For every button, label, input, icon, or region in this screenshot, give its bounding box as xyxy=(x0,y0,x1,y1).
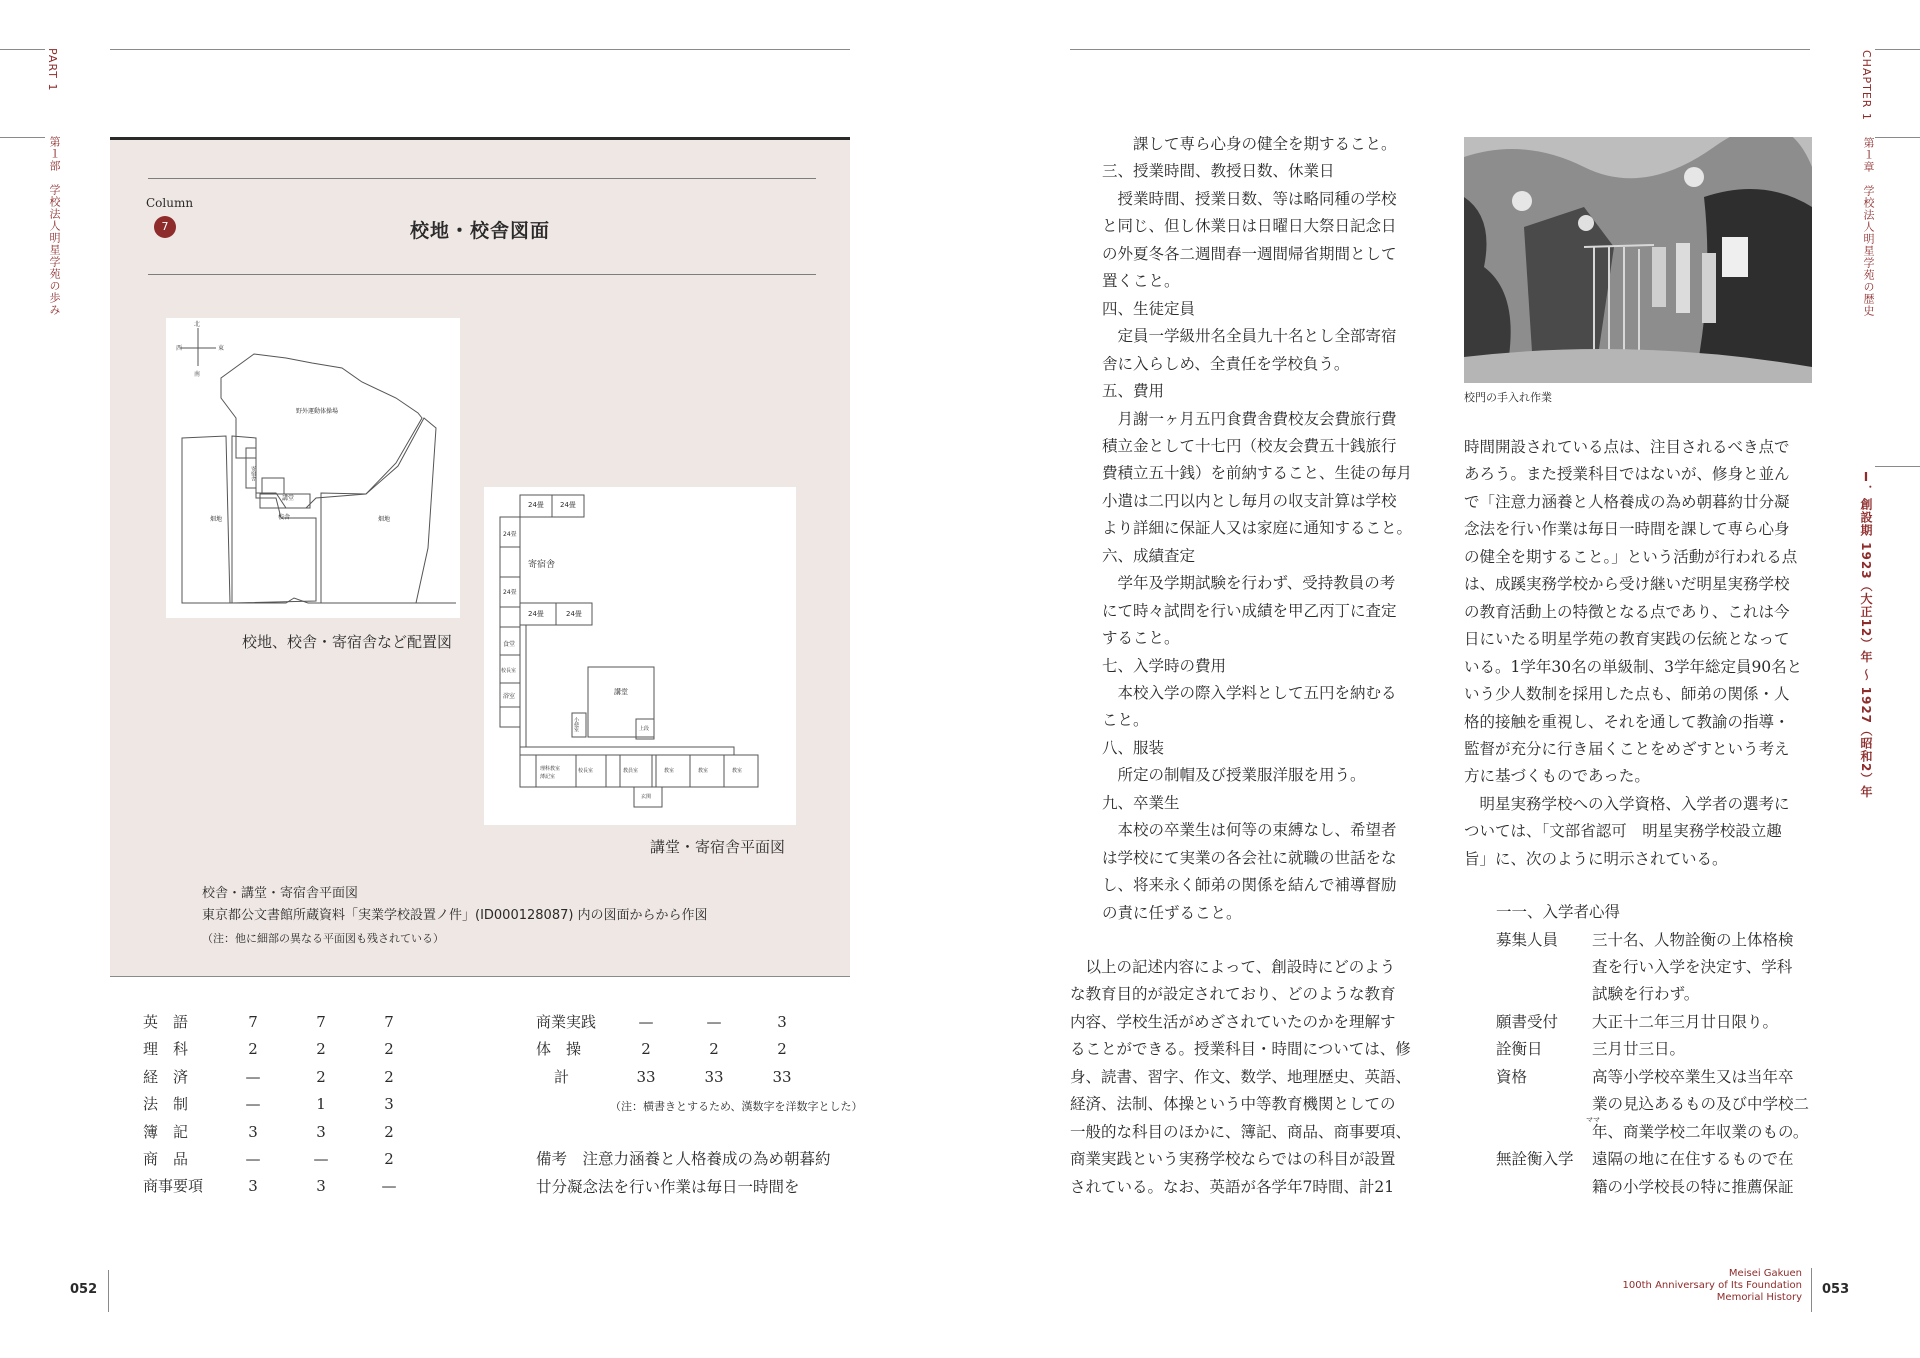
site-label-dorm: 寄宿舎 xyxy=(250,466,256,481)
table-hours-y3: 2 xyxy=(384,1040,394,1059)
table-row xyxy=(143,1173,443,1200)
table-subject: 英 語 xyxy=(143,1013,189,1031)
middle-column-paragraph-line: 内容、学校生活がめざされていたのかを理解す xyxy=(1070,1012,1396,1031)
admission-detail-line: 高等小学校卒業生又は当年卒 xyxy=(1592,1067,1794,1086)
hall-label-teachers: 教員室 xyxy=(623,768,639,774)
hall-plan-drawing xyxy=(484,487,796,825)
middle-column-paragraph-line: されている。なお、英語が各学年7時間、計21 xyxy=(1070,1177,1395,1196)
middle-column-line: 所定の制帽及び授業服洋服を用う。 xyxy=(1102,766,1366,785)
table-hours-y2: 3 xyxy=(316,1122,326,1141)
table-hours-y1: 3 xyxy=(248,1177,258,1196)
table-hours-y2: 7 xyxy=(316,1013,326,1031)
middle-column-line: 定員一学級卅名全員九十名とし全部寄宿 xyxy=(1102,327,1397,346)
hall-label-entrance: 玄関 xyxy=(641,794,652,800)
table-hours-y2: — xyxy=(313,1150,329,1168)
table-row xyxy=(143,1036,443,1063)
svg-text:南: 南 xyxy=(194,371,201,378)
hall-label-storage: 薄記室 xyxy=(540,774,556,780)
header-rule-right xyxy=(1070,49,1810,50)
hall-label-dorm: 寄宿舎 xyxy=(528,560,556,570)
middle-column-paragraph-line: 以上の記述内容によって、創設時にどのよう xyxy=(1070,958,1396,976)
hall-label-principal: 校長室 xyxy=(501,668,517,674)
table-subject: 計 xyxy=(554,1067,570,1086)
admission-term: 無詮衡入学 xyxy=(1496,1150,1574,1169)
caption-hall-plan: 講堂・寄宿舎平面図 xyxy=(650,838,786,856)
table-hours-y3: — xyxy=(381,1177,397,1196)
right-column-line: 格的接触を重視し、それを通して教諭の指導・ xyxy=(1464,712,1790,731)
middle-column-line: 九、卒業生 xyxy=(1102,793,1180,812)
middle-column-line: は学校にて実業の各会社に就職の世話をな xyxy=(1102,848,1397,867)
middle-column-line: 本校入学の際入学料として五円を納むる xyxy=(1102,684,1397,702)
footer-bar-left xyxy=(108,1270,109,1312)
admission-detail-line: 三月廿三日。 xyxy=(1592,1040,1686,1059)
middle-column-paragraph-line: 身、読書、習字、作文、数学、地理歴史、英語、 xyxy=(1070,1067,1412,1086)
right-margin-rule-top xyxy=(1875,49,1920,50)
middle-column-line: 課して専ら心身の健全を期すること。 xyxy=(1102,135,1397,153)
middle-column-line: し、将来永く師弟の関係を結んで補導督励 xyxy=(1102,876,1397,895)
table-subject: 簿 記 xyxy=(143,1122,189,1141)
admission-heading: 一一、入学者心得 xyxy=(1496,903,1621,921)
right-margin-rule xyxy=(1875,137,1920,138)
right-column-line: 日にいたる明星学苑の教育実践の伝統となって xyxy=(1464,630,1790,649)
footer-book-line-2: 100th Anniversary of Its Foundation xyxy=(1622,1280,1802,1291)
middle-column-line: 舎に入らしめ、全責任を学校負う。 xyxy=(1102,354,1350,373)
column-box xyxy=(110,137,850,977)
hall-label-24-4: 24畳 xyxy=(503,589,517,596)
admission-detail-line: 籍の小学校長の特に推薦保証 xyxy=(1592,1177,1794,1196)
admission-term: 資格 xyxy=(1496,1067,1528,1086)
column-source-1: 校舎・講堂・寄宿舎平面図 xyxy=(202,886,359,901)
hall-label-24-2: 24畳 xyxy=(560,501,576,509)
hall-label-small-room: 小使室 xyxy=(573,717,579,732)
column-rule-bottom xyxy=(148,274,816,275)
table-hours-y2: 33 xyxy=(704,1067,724,1086)
table-subject: 法 制 xyxy=(143,1095,189,1114)
table-hours-y1: — xyxy=(245,1150,261,1168)
table-hours-y3: 2 xyxy=(384,1067,394,1086)
middle-column-line: すること。 xyxy=(1102,629,1180,648)
table-subject: 商事要項 xyxy=(143,1177,204,1196)
part-title: 第１部 学校法人明星学苑の歩み xyxy=(48,136,61,316)
table-hours-y3: 3 xyxy=(777,1013,787,1031)
right-column-line: ついては、「文部省認可 明星実務学校設立趣 xyxy=(1464,822,1782,841)
column-source-note: （注：他に細部の異なる平面図も残されている） xyxy=(202,932,444,945)
column-source-2: 東京都公文書館所蔵資料「実業学校設置ノ件」(ID000128087) 内の図面からから作図 xyxy=(202,908,708,923)
header-rule-left xyxy=(110,49,850,50)
middle-column-line: 八、服装 xyxy=(1102,738,1165,757)
table-hours-y2: 1 xyxy=(316,1095,326,1114)
hall-label-dining: 食堂 xyxy=(503,641,516,648)
admission-detail-line: 三十名、人物詮衡の上体格検 xyxy=(1592,930,1794,949)
footer-book-line-1: Meisei Gakuen xyxy=(1728,1268,1802,1279)
right-column-line: は、成蹊実務学校から受け継いだ明星実務学校 xyxy=(1464,575,1790,594)
column-rule-top xyxy=(148,178,816,179)
admission-term: 願書受付 xyxy=(1496,1012,1559,1031)
table-subject: 商 品 xyxy=(143,1150,189,1168)
hall-label-science: 理科教室 xyxy=(540,766,561,772)
ruby-mama: ママ xyxy=(1586,1116,1600,1124)
middle-column-paragraph-line: ることができる。授業科目・時間については、修 xyxy=(1070,1040,1411,1059)
hall-label-24-5: 24畳 xyxy=(528,610,544,618)
part-label: PART 1 xyxy=(46,48,59,92)
site-label-school: 校舎 xyxy=(278,514,291,521)
table-hours-y1: 7 xyxy=(248,1013,258,1031)
table-note: （注：横書きとするため、漢数字を洋数字とした） xyxy=(610,1100,863,1113)
middle-column-line: こと。 xyxy=(1102,711,1149,730)
hall-label-lecture: 講堂 xyxy=(614,688,628,696)
right-column-line: で「注意力涵養と人格養成の為め朝暮約廿分凝 xyxy=(1464,492,1790,511)
site-plan xyxy=(166,318,460,618)
middle-column-line: 授業時間、授業日数、等は略同種の学校 xyxy=(1102,189,1397,208)
school-gate-photo-image xyxy=(1464,137,1812,383)
admission-term: 詮衡日 xyxy=(1496,1040,1543,1059)
table-hours-y3: 2 xyxy=(384,1122,394,1141)
middle-column-line: 七、入学時の費用 xyxy=(1102,656,1227,675)
section-title: Ⅰ．創設期 1923（大正12）年 〜 1927（昭和2）年 xyxy=(1859,470,1873,799)
table-hours-y1: 2 xyxy=(641,1040,651,1059)
admission-detail-line: 試験を行わず。 xyxy=(1592,985,1700,1004)
caption-site-plan: 校地、校舎・寄宿舎など配置図 xyxy=(242,633,453,651)
page-number-right: 053 xyxy=(1822,1282,1850,1297)
middle-column-line: 費積立五十銭）を前納すること、生徒の毎月 xyxy=(1102,464,1413,483)
remarks-line-1: 備考 注意力涵養と人格養成の為め朝暮約 xyxy=(536,1150,831,1168)
middle-column-line: 学年及学期試験を行わず、受持教員の考 xyxy=(1102,574,1396,593)
table-hours-y3: 2 xyxy=(777,1040,787,1059)
table-row xyxy=(143,1119,443,1146)
table-row xyxy=(536,1064,836,1091)
middle-column-line: 本校の卒業生は何等の束縛なし、希望者 xyxy=(1102,821,1397,840)
footer-book-title xyxy=(1560,1268,1802,1304)
table-row xyxy=(536,1009,836,1036)
table-subject: 理 科 xyxy=(143,1040,189,1059)
footer-bar-right xyxy=(1811,1268,1812,1312)
admission-detail-line: 大正十二年三月廿日限り。 xyxy=(1592,1012,1779,1031)
table-row xyxy=(143,1146,443,1173)
middle-column-line: 月謝一ヶ月五円食費舎費校友会費旅行費 xyxy=(1102,409,1397,428)
table-row xyxy=(143,1064,443,1091)
right-column-line: 明星実務学校への入学資格、入学者の選考に xyxy=(1464,794,1790,813)
admission-detail-line: 遠隔の地に在住するもので在 xyxy=(1592,1150,1794,1169)
admission-detail-line: 査を行い入学を決定す、学科 xyxy=(1592,957,1793,976)
middle-column-paragraph-line: な教育目的が設定されており、どのような教育 xyxy=(1070,985,1396,1004)
hall-label-24-6: 24畳 xyxy=(566,610,582,618)
right-column-line: いる。1学年30名の単級制、3学年総定員90名と xyxy=(1464,657,1803,676)
table-hours-y3: 3 xyxy=(384,1095,394,1114)
right-column-line: 時間開設されている点は、注目されるべき点で xyxy=(1464,438,1790,456)
middle-column-paragraph-line: 経済、法制、体操という中等教育機関としての xyxy=(1070,1095,1396,1114)
left-margin-rule-top xyxy=(0,49,45,50)
table-subject: 体 操 xyxy=(536,1040,582,1059)
table-row xyxy=(143,1091,443,1118)
middle-column-line: 置くこと。 xyxy=(1102,272,1180,291)
svg-text:西: 西 xyxy=(176,345,183,352)
right-column-line: の健全を期すること。」という活動が行われる点 xyxy=(1464,547,1798,566)
page-number-left: 052 xyxy=(70,1282,98,1297)
hall-label-24-3: 24畳 xyxy=(503,531,517,538)
hall-plan xyxy=(484,487,796,825)
footer-book-line-3: Memorial History xyxy=(1716,1292,1802,1303)
hall-label-24-1: 24畳 xyxy=(528,501,544,509)
table-hours-y2: 2 xyxy=(316,1040,326,1059)
table-hours-y2: 2 xyxy=(316,1067,326,1086)
table-hours-y1: 3 xyxy=(248,1122,258,1141)
site-label-hall: 講堂 xyxy=(282,495,295,502)
right-column-line: 監督が充分に行き届くことをめざすという考え xyxy=(1464,739,1790,758)
table-hours-y3: 2 xyxy=(384,1150,394,1168)
hall-label-class-3: 教室 xyxy=(732,768,743,774)
right-column-line: あろう。また授業科目ではないが、修身と並ん xyxy=(1464,465,1790,484)
table-row xyxy=(536,1036,836,1063)
site-label-field-left: 畑地 xyxy=(210,516,223,523)
table-hours-y1: 2 xyxy=(248,1040,258,1059)
table-hours-y2: — xyxy=(706,1013,722,1031)
table-hours-y2: 2 xyxy=(709,1040,719,1059)
hall-label-bath: 浴室 xyxy=(503,693,516,700)
right-column-line: 方に基づくものであった。 xyxy=(1464,767,1650,786)
right-margin-rule-section xyxy=(1875,466,1920,467)
hall-label-class-2: 教室 xyxy=(698,768,709,774)
table-hours-y1: — xyxy=(245,1095,261,1114)
table-hours-y2: 3 xyxy=(316,1177,326,1196)
middle-column-paragraph-line: 商業実践という実務学校ならではの科目が設置 xyxy=(1070,1150,1396,1169)
column-title: 校地・校舎図面 xyxy=(410,220,551,242)
middle-column-line: 五、費用 xyxy=(1102,382,1165,401)
right-column-line: 念法を行い作業は毎日一時間を課して専ら心身 xyxy=(1464,520,1790,539)
svg-text:東: 東 xyxy=(218,345,225,352)
middle-column-line: 小遣は二円以内とし毎月の収支計算は学校 xyxy=(1102,491,1397,510)
middle-column-line: の責に任ずること。 xyxy=(1102,903,1242,922)
site-plan-drawing xyxy=(166,318,460,618)
table-subject: 商業実践 xyxy=(536,1013,597,1031)
chapter-label: CHAPTER 1 xyxy=(1860,50,1873,121)
hall-label-class-1: 教室 xyxy=(664,768,675,774)
middle-column-line: にて時々試問を行い成績を甲乙丙丁に査定 xyxy=(1102,601,1397,620)
column-label: Column xyxy=(146,196,194,210)
table-hours-y1: 33 xyxy=(636,1067,656,1086)
school-gate-photo xyxy=(1464,137,1812,383)
admission-detail-line: 年、商業学校二年収業のもの。 xyxy=(1592,1122,1809,1141)
middle-column-line: 六、成績査定 xyxy=(1102,546,1196,565)
middle-column-line: と同じ、但し休業日は日曜日大祭日記念日 xyxy=(1102,217,1397,236)
hall-label-stage: 上段 xyxy=(639,726,650,732)
site-label-field: 野外運動体操場 xyxy=(296,408,339,415)
middle-column-paragraph-line: 一般的な科目のほかに、簿記、商品、商事要項、 xyxy=(1070,1122,1412,1141)
table-hours-y1: — xyxy=(245,1067,261,1086)
table-hours-y3: 7 xyxy=(384,1013,394,1031)
table-hours-y1: — xyxy=(638,1013,654,1031)
middle-column-line: 積立金として十七円（校友会費五十銭旅行 xyxy=(1102,436,1397,455)
right-column-line: の教育活動上の特徴となる点であり、これは今 xyxy=(1464,602,1790,621)
admission-term: 募集人員 xyxy=(1496,930,1559,949)
remarks-line-2: 廿分凝念法を行い作業は毎日一時間を xyxy=(536,1178,800,1196)
left-margin-rule xyxy=(0,137,45,138)
hall-label-principal-room: 校長室 xyxy=(578,768,594,774)
photo-caption: 校門の手入れ作業 xyxy=(1464,391,1552,404)
table-row xyxy=(143,1009,443,1036)
chapter-title: 第１章 学校法人明星学苑の歴史 xyxy=(1862,137,1875,317)
right-column-line: 旨」に、次のように明示されている。 xyxy=(1464,849,1728,868)
admission-detail-line: 業の見込あるもの及び中学校二 xyxy=(1592,1095,1810,1114)
site-label-field-right: 畑地 xyxy=(378,516,391,523)
table-hours-y3: 33 xyxy=(772,1067,792,1086)
svg-text:北: 北 xyxy=(194,321,201,328)
right-column-line: いう少人数制を採用した点も、師弟の関係・人 xyxy=(1464,685,1790,704)
table-subject: 経 済 xyxy=(143,1067,189,1086)
middle-column-line: 三、授業時間、教授日数、休業日 xyxy=(1102,162,1335,181)
column-number-badge: 7 xyxy=(154,216,176,238)
middle-column-line: より詳細に保証人又は家庭に通知すること。 xyxy=(1102,519,1413,538)
middle-column-line: の外夏冬各二週間春一週間帰省期間として xyxy=(1102,244,1397,263)
middle-column-line: 四、生徒定員 xyxy=(1102,299,1196,318)
